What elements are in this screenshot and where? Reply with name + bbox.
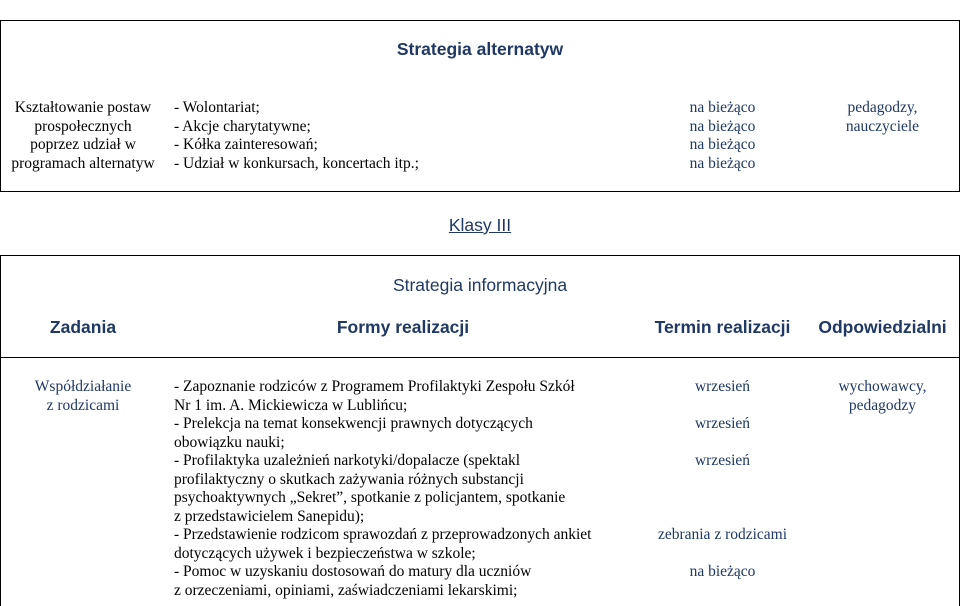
- responsible-line: pedagodzy,: [847, 99, 918, 116]
- form-line: - Akcje charytatywne;: [174, 117, 311, 135]
- strategy-alternatives-title: Strategia alternatyw: [396, 39, 564, 59]
- term-september-3: wrzesień: [694, 452, 751, 469]
- task-line: Współdziałanie: [34, 378, 132, 395]
- task-line: poprzez udział w: [30, 136, 136, 153]
- responsible-line: wychowawcy,: [838, 378, 927, 395]
- form-line: - Zapoznanie rodziców z Programem Profilaktyki Zespołu Szkół: [174, 378, 575, 395]
- task-line: z rodzicami: [46, 396, 120, 414]
- responsible-line: pedagodzy: [848, 396, 917, 414]
- form-line: dotyczących używek i bezpieczeństwa w szkole;: [174, 544, 476, 562]
- task-line: Kształtowanie postaw: [14, 99, 152, 116]
- term-line: na bieżąco: [689, 117, 756, 135]
- table1-bottom-border: [0, 191, 960, 192]
- table1-top-border: [0, 20, 960, 21]
- form-line: - Profilaktyka uzależnień narkotyki/dopalacze (spektakl: [174, 452, 521, 469]
- form-line: z przedstawicielem Sanepidu);: [174, 507, 365, 525]
- form-line: z orzeczeniami, opiniami, zaświadczeniami lekarskimi;: [174, 581, 518, 599]
- term-september-2: wrzesień: [694, 415, 751, 432]
- task-line: programach alternatyw: [11, 154, 155, 172]
- form-line: profilaktyczny o skutkach zażywania różnych substancji: [174, 470, 524, 488]
- form-line: obowiązku nauki;: [174, 433, 285, 451]
- header-responsible: Odpowiedzialni: [818, 317, 947, 337]
- responsible2-cell: [805, 378, 960, 415]
- responsible-line: nauczyciele: [845, 117, 920, 135]
- term-line: na bieżąco: [689, 154, 756, 172]
- forms-cell: [174, 99, 419, 173]
- form-line: - Kółka zainteresowań;: [174, 136, 318, 153]
- table2-left-border: [0, 255, 1, 606]
- term-september-1: wrzesień: [694, 378, 751, 395]
- term-line: na bieżąco: [689, 136, 756, 153]
- header-tasks: Zadania: [49, 317, 117, 337]
- table2-header-divider: [0, 357, 960, 358]
- responsible-cell: [805, 99, 960, 136]
- term-ongoing: na bieżąco: [689, 563, 756, 580]
- term-parent-meetings: zebrania z rodzicami: [657, 526, 788, 543]
- table2-top-border: [0, 255, 960, 256]
- class-heading: Klasy III: [448, 215, 512, 235]
- header-forms: Formy realizacji: [336, 317, 470, 337]
- task-line: prospołecznych: [34, 117, 132, 135]
- task-cell: [0, 99, 166, 173]
- term-line: na bieżąco: [689, 99, 756, 116]
- form-line: Nr 1 im. A. Mickiewicza w Lublińcu;: [174, 396, 408, 414]
- forms2-cell: [174, 378, 591, 600]
- form-line: - Wolontariat;: [174, 99, 260, 116]
- term-cell: [640, 99, 805, 173]
- form-line: psychoaktywnych „Sekret”, spotkanie z policjantem, spotkanie: [174, 489, 566, 506]
- form-line: - Prelekcja na temat konsekwencji prawnych dotyczących: [174, 415, 533, 432]
- form-line: - Pomoc w uzyskaniu dostosowań do matury dla uczniów: [174, 563, 532, 580]
- task2-cell: [0, 378, 166, 415]
- header-term: Termin realizacji: [654, 317, 791, 337]
- form-line: - Udział w konkursach, koncertach itp.;: [174, 154, 419, 172]
- strategy-information-title: Strategia informacyjna: [392, 275, 568, 295]
- form-line: - Przedstawienie rodzicom sprawozdań z przeprowadzonych ankiet: [174, 526, 592, 543]
